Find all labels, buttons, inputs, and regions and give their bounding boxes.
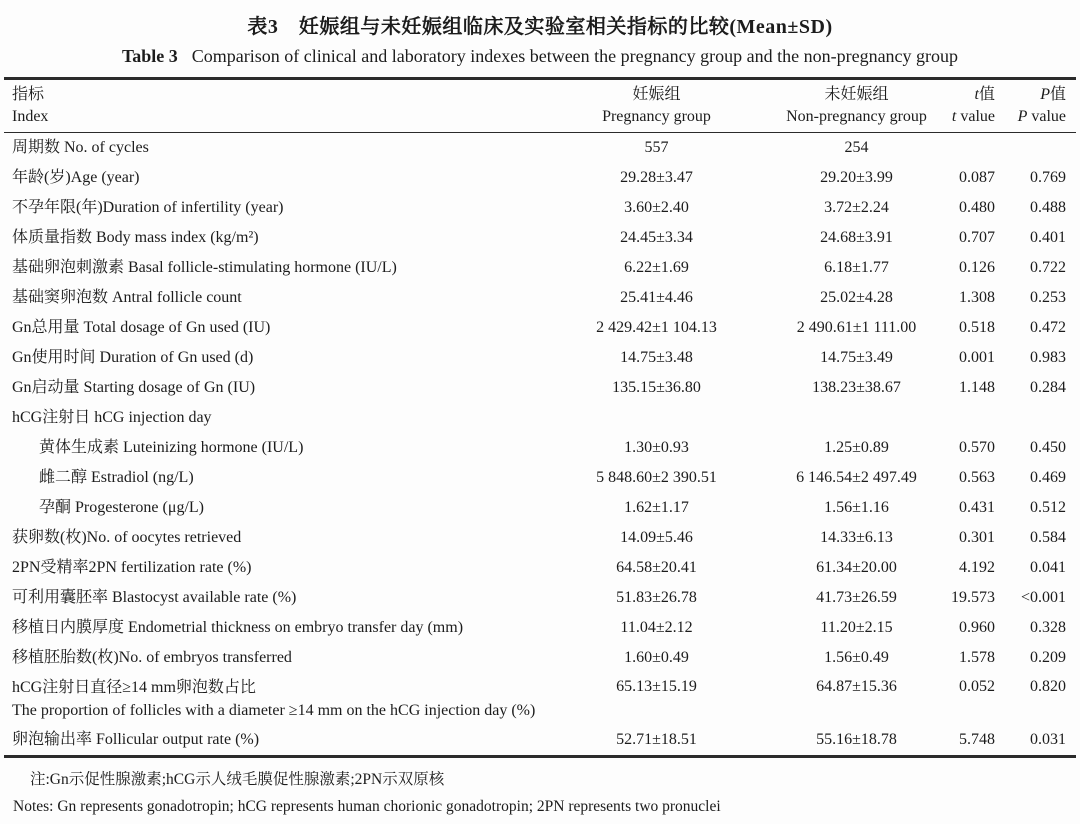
column-header-t-value: t值 t value <box>939 79 1009 133</box>
table-footnotes <box>0 767 1080 816</box>
t-value: 0.518 <box>959 319 995 337</box>
table-title-zh: 表3 妊娠组与未妊娠组临床及实验室相关指标的比较(Mean±SD) <box>247 16 833 38</box>
table-row <box>4 463 1076 493</box>
table-row <box>4 493 1076 523</box>
table-row <box>4 673 1076 725</box>
row-index-label: 孕酮 Progesterone (μg/L) <box>39 499 204 517</box>
t-value: 1.148 <box>959 379 995 397</box>
row-index-label: hCG注射日 hCG injection day <box>12 409 212 427</box>
p-value: 0.253 <box>1030 289 1066 307</box>
t-value <box>939 403 1009 433</box>
non-pregnancy-group-value: 25.02±4.28 <box>820 289 893 307</box>
p-value <box>1009 133 1076 164</box>
table-row <box>4 343 1076 373</box>
pregnancy-group-value: 51.83±26.78 <box>616 589 697 607</box>
table-row <box>4 313 1076 343</box>
column-header-pregnancy-group: 妊娠组 Pregnancy group <box>539 79 774 133</box>
table-row <box>4 253 1076 283</box>
non-pregnancy-group-value: 41.73±26.59 <box>816 589 897 607</box>
t-value: 0.052 <box>959 678 995 696</box>
t-value: 1.308 <box>959 289 995 307</box>
table-row <box>4 613 1076 643</box>
p-value: 0.512 <box>1030 499 1066 517</box>
non-pregnancy-group-value: 11.20±2.15 <box>820 619 893 637</box>
row-index-label: Gn总用量 Total dosage of Gn used (IU) <box>12 319 271 337</box>
t-value: 0.126 <box>959 259 995 277</box>
table-row <box>4 373 1076 403</box>
pregnancy-group-value: 2 429.42±1 104.13 <box>596 319 717 337</box>
t-value: 0.480 <box>959 199 995 217</box>
table-body <box>4 133 1076 757</box>
p-value: 0.820 <box>1030 678 1066 696</box>
non-pregnancy-group-value: 29.20±3.99 <box>820 169 893 187</box>
table-row <box>4 283 1076 313</box>
table-row <box>4 725 1076 757</box>
non-pregnancy-group-value: 3.72±2.24 <box>824 199 889 217</box>
p-value: 0.584 <box>1030 529 1066 547</box>
pregnancy-group-value: 557 <box>644 139 669 157</box>
non-pregnancy-group-value: 138.23±38.67 <box>812 379 901 397</box>
pregnancy-group-value: 14.09±5.46 <box>620 529 693 547</box>
non-pregnancy-group-value: 6.18±1.77 <box>824 259 889 277</box>
comparison-table <box>4 77 1076 758</box>
t-value: 0.707 <box>959 229 995 247</box>
column-header-p-value: P值 P value <box>1009 79 1076 133</box>
non-pregnancy-group-value: 14.75±3.49 <box>820 349 893 367</box>
row-index-label: 基础卵泡刺激素 Basal follicle-stimulating hormone (IU/L) <box>12 259 397 277</box>
table-header <box>4 79 1076 133</box>
row-index-label: 不孕年限(年)Duration of infertility (year) <box>12 199 284 217</box>
non-pregnancy-group-value: 2 490.61±1 111.00 <box>796 319 917 337</box>
non-pregnancy-group-value: 61.34±20.00 <box>816 559 897 577</box>
table-row <box>4 583 1076 613</box>
pregnancy-group-value: 5 848.60±2 390.51 <box>596 469 717 487</box>
p-value <box>1009 403 1076 433</box>
t-value: 1.578 <box>959 649 995 667</box>
pregnancy-group-value: 24.45±3.34 <box>620 229 693 247</box>
p-value: <0.001 <box>1020 589 1066 607</box>
non-pregnancy-group-value: 254 <box>844 139 869 157</box>
pregnancy-group-value <box>539 403 774 433</box>
row-index-label: 黄体生成素 Luteinizing hormone (IU/L) <box>39 439 304 457</box>
row-index-label: 基础窦卵泡数 Antral follicle count <box>12 289 242 307</box>
table-number-label: Table 3 <box>121 46 178 66</box>
p-value: 0.284 <box>1030 379 1066 397</box>
row-index-label: 雌二醇 Estradiol (ng/L) <box>39 469 194 487</box>
t-value: 0.563 <box>959 469 995 487</box>
t-value: 0.570 <box>959 439 995 457</box>
p-value: 0.983 <box>1030 349 1066 367</box>
pregnancy-group-value: 65.13±15.19 <box>616 678 697 696</box>
row-index-label: 可利用囊胚率 Blastocyst available rate (%) <box>12 589 297 607</box>
table-row <box>4 403 1076 433</box>
column-header-non-pregnancy-group: 未妊娠组 Non-pregnancy group <box>774 79 939 133</box>
p-value: 0.328 <box>1030 619 1066 637</box>
non-pregnancy-group-value: 6 146.54±2 497.49 <box>796 469 917 487</box>
pregnancy-group-value: 11.04±2.12 <box>620 619 693 637</box>
table-title-en-text: Comparison of clinical and laboratory indexes between the pregnancy group and the non-pregnancy group <box>191 46 959 66</box>
table-title-en <box>0 46 1080 67</box>
non-pregnancy-group-value: 1.56±0.49 <box>824 649 889 667</box>
pregnancy-group-value: 135.15±36.80 <box>612 379 701 397</box>
t-value: 0.001 <box>959 349 995 367</box>
p-value: 0.469 <box>1030 469 1066 487</box>
p-value: 0.769 <box>1030 169 1066 187</box>
table-row <box>4 523 1076 553</box>
footnote-zh: 注:Gn示促性腺激素;hCG示人绒毛膜促性腺激素;2PN示双原核 <box>30 770 445 788</box>
row-index-label: hCG注射日直径≥14 mm卵泡数占比 The proportion of follicles with a diameter ≥14 mm on the hCG injection day (%) <box>12 679 536 719</box>
t-value: 0.301 <box>959 529 995 547</box>
t-value: 0.087 <box>959 169 995 187</box>
p-value: 0.472 <box>1030 319 1066 337</box>
non-pregnancy-group-value: 24.68±3.91 <box>820 229 893 247</box>
column-header-index: 指标 Index <box>4 79 539 133</box>
pregnancy-group-value: 1.62±1.17 <box>624 499 689 517</box>
row-index-label: 周期数 No. of cycles <box>12 139 149 157</box>
row-index-label: 移植胚胎数(枚)No. of embryos transferred <box>12 649 292 667</box>
p-value: 0.401 <box>1030 229 1066 247</box>
t-value: 5.748 <box>959 730 995 748</box>
p-value: 0.488 <box>1030 199 1066 217</box>
p-value: 0.209 <box>1030 649 1066 667</box>
row-index-label: 2PN受精率2PN fertilization rate (%) <box>12 559 252 577</box>
pregnancy-group-value: 25.41±4.46 <box>620 289 693 307</box>
t-value: 0.431 <box>959 499 995 517</box>
t-value: 4.192 <box>959 559 995 577</box>
row-index-label: 获卵数(枚)No. of oocytes retrieved <box>12 529 242 547</box>
row-index-label: 卵泡输出率 Follicular output rate (%) <box>12 730 260 748</box>
table-row <box>4 163 1076 193</box>
pregnancy-group-value: 1.30±0.93 <box>624 439 689 457</box>
row-index-label: Gn启动量 Starting dosage of Gn (IU) <box>12 379 256 397</box>
t-value: 0.960 <box>959 619 995 637</box>
table-row <box>4 553 1076 583</box>
non-pregnancy-group-value: 14.33±6.13 <box>820 529 893 547</box>
pregnancy-group-value: 3.60±2.40 <box>624 199 689 217</box>
row-index-label: 年龄(岁)Age (year) <box>12 169 140 187</box>
non-pregnancy-group-value: 1.56±1.16 <box>824 499 889 517</box>
row-index-label: 移植日内膜厚度 Endometrial thickness on embryo transfer day (mm) <box>12 619 464 637</box>
non-pregnancy-group-value: 55.16±18.78 <box>816 730 897 748</box>
table-row <box>4 193 1076 223</box>
table-row <box>4 223 1076 253</box>
non-pregnancy-group-value: 64.87±15.36 <box>816 678 897 696</box>
non-pregnancy-group-value: 1.25±0.89 <box>824 439 889 457</box>
pregnancy-group-value: 52.71±18.51 <box>616 730 697 748</box>
p-value: 0.041 <box>1030 559 1066 577</box>
pregnancy-group-value: 64.58±20.41 <box>616 559 697 577</box>
p-value: 0.031 <box>1030 730 1066 748</box>
row-index-label: Gn使用时间 Duration of Gn used (d) <box>12 349 254 367</box>
pregnancy-group-value: 14.75±3.48 <box>620 349 693 367</box>
pregnancy-group-value: 29.28±3.47 <box>620 169 693 187</box>
t-value <box>939 133 1009 164</box>
table-row <box>4 133 1076 164</box>
t-value: 19.573 <box>951 589 995 607</box>
row-index-label: 体质量指数 Body mass index (kg/m²) <box>12 229 259 247</box>
non-pregnancy-group-value <box>774 403 939 433</box>
p-value: 0.722 <box>1030 259 1066 277</box>
pregnancy-group-value: 6.22±1.69 <box>624 259 689 277</box>
p-value: 0.450 <box>1030 439 1066 457</box>
table-row <box>4 643 1076 673</box>
footnote-en: Notes: Gn represents gonadotropin; hCG represents human chorionic gonadotropin; 2PN represents two pronuclei <box>13 797 721 815</box>
pregnancy-group-value: 1.60±0.49 <box>624 649 689 667</box>
table-row <box>4 433 1076 463</box>
